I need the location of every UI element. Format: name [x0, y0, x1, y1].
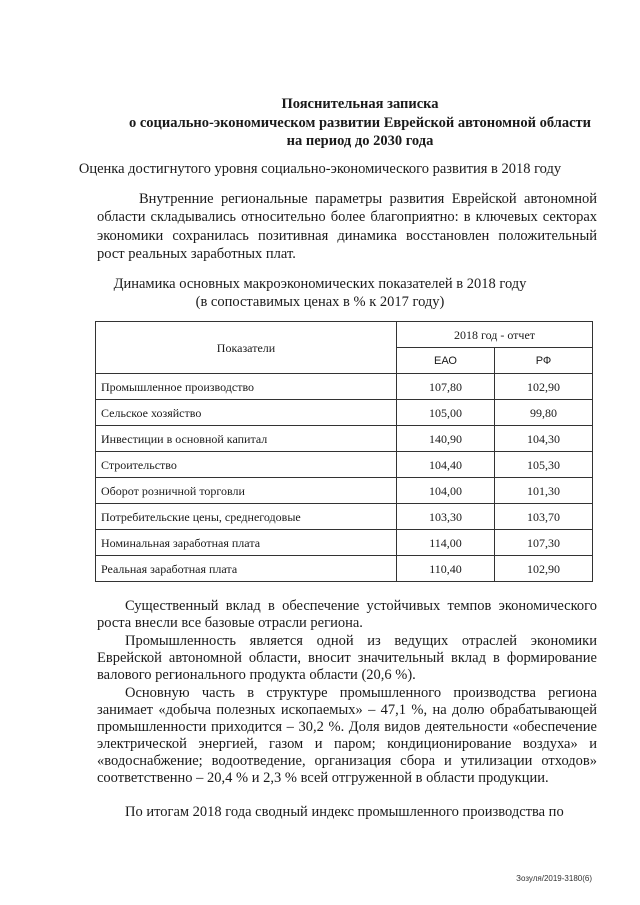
row-eao-value: 104,00	[397, 478, 495, 504]
row-eao-value: 140,90	[397, 426, 495, 452]
table-row	[96, 556, 593, 582]
body-paragraph-4: По итогам 2018 года сводный индекс промышленного производства по	[125, 804, 564, 820]
title-line-1: Пояснительная записка	[281, 96, 439, 112]
indicators-table	[95, 321, 593, 582]
table-row	[96, 530, 593, 556]
body-paragraph-3: Основную часть в структуре промышленного производства региона занимает «добыча полезных ископаемых» – 47,1 %, на долю обрабатывающей промышленности приходится – 30,2 %. Доля видов деятельности «обеспечение электрической энергией, газом и паром; кондиционирование воздуха» и «водоснабжение; водоотведение, организация сбора и утилизации отходов» соответственно – 20,4 % и 2,3 % всей отгруженной в области продукции.	[97, 685, 597, 786]
row-name: Сельское хозяйство	[96, 400, 397, 426]
row-eao-value: 103,30	[397, 504, 495, 530]
row-rf-value: 103,70	[494, 504, 592, 530]
row-rf-value: 105,30	[494, 452, 592, 478]
table-row	[96, 400, 593, 426]
row-eao-value: 110,40	[397, 556, 495, 582]
col-header-eao: ЕАО	[397, 348, 495, 374]
row-name: Инвестиции в основной капитал	[96, 426, 397, 452]
intro-paragraph: Внутренние региональные параметры развития Еврейской автономной области складывались относительно более благоприятно: в ключевых секторах экономики сохранилась позитивная динамика восстановлен положительный рост реальных заработных плат.	[97, 191, 597, 263]
row-eao-value: 114,00	[397, 530, 495, 556]
body-paragraph-2: Промышленность является одной из ведущих отраслей экономики Еврейской автономной области, вносит значительный вклад в формирование валового регионального продукта области (20,6 %).	[97, 633, 597, 683]
row-rf-value: 99,80	[494, 400, 592, 426]
table-row	[96, 504, 593, 530]
table-header-row	[96, 322, 593, 348]
table-row	[96, 478, 593, 504]
row-eao-value: 107,80	[397, 374, 495, 400]
row-rf-value: 101,30	[494, 478, 592, 504]
row-name: Реальная заработная плата	[96, 556, 397, 582]
row-name: Оборот розничной торговли	[96, 478, 397, 504]
table-caption-line-2: (в сопоставимых ценах в % к 2017 году)	[195, 294, 445, 310]
row-rf-value: 104,30	[494, 426, 592, 452]
section-subtitle: Оценка достигнутого уровня социально-экономического развития в 2018 году	[78, 161, 562, 177]
row-rf-value: 107,30	[494, 530, 592, 556]
table-row	[96, 374, 593, 400]
table-row	[96, 426, 593, 452]
row-eao-value: 105,00	[397, 400, 495, 426]
table-caption-line-1: Динамика основных макроэкономических показателей в 2018 году	[113, 276, 527, 292]
row-name: Промышленное производство	[96, 374, 397, 400]
document-code: Зозуля/2019-3180(6)	[516, 874, 592, 883]
row-name: Номинальная заработная плата	[96, 530, 397, 556]
row-eao-value: 104,40	[397, 452, 495, 478]
row-rf-value: 102,90	[494, 556, 592, 582]
col-header-indicators: Показатели	[96, 322, 397, 374]
title-line-3: на период до 2030 года	[286, 133, 434, 149]
row-name: Потребительские цены, среднегодовые	[96, 504, 397, 530]
col-header-period: 2018 год - отчет	[397, 322, 593, 348]
row-name: Строительство	[96, 452, 397, 478]
title-line-2: о социально-экономическом развитии Еврейской автономной области	[128, 115, 592, 131]
row-rf-value: 102,90	[494, 374, 592, 400]
col-header-rf: РФ	[494, 348, 592, 374]
table-row	[96, 452, 593, 478]
body-paragraph-1: Существенный вклад в обеспечение устойчивых темпов экономического роста внесли все базовые отрасли региона.	[97, 598, 597, 631]
